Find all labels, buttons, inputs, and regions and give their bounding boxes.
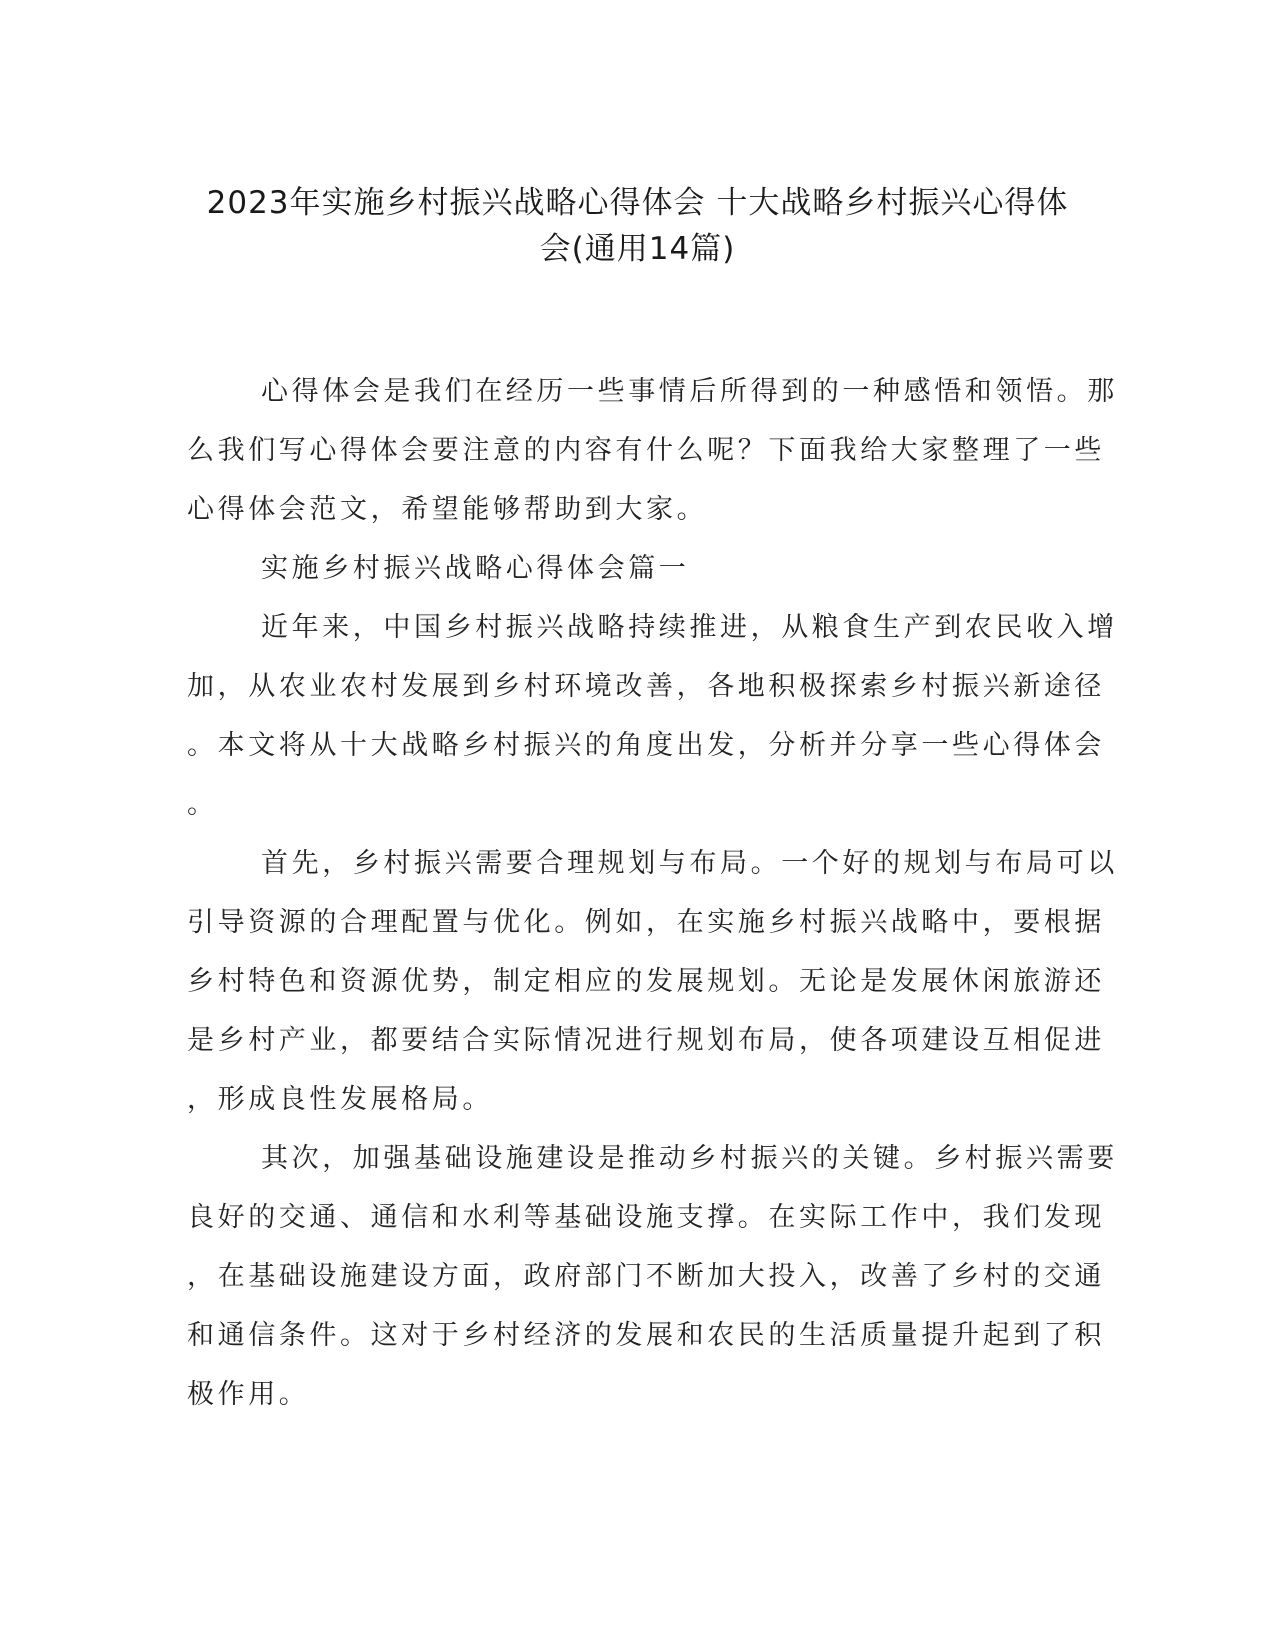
paragraph-line: 。本文将从十大战略乡村振兴的角度出发，分析并分享一些心得体会 (187, 730, 1105, 761)
paragraph-line: 和通信条件。这对于乡村经济的发展和农民的生活质量提升起到了积 (187, 1320, 1105, 1351)
title-line-1: 2023年实施乡村振兴战略心得体会 十大战略乡村振兴心得体 (206, 185, 1069, 221)
paragraph-line: 极作用。 (187, 1379, 310, 1410)
paragraph-line: 乡村特色和资源优势，制定相应的发展规划。无论是发展休闲旅游还 (187, 966, 1105, 997)
document-title (150, 180, 1125, 272)
paragraph-intro-line: 么我们写心得体会要注意的内容有什么呢？下面我给大家整理了一些 (187, 435, 1105, 466)
title-line-2: 会(通用14篇) (539, 231, 736, 267)
paragraph-line: ，形成良性发展格局。 (187, 1084, 493, 1115)
paragraph-line: 近年来，中国乡村振兴战略持续推进，从粮食生产到农民收入增 (261, 612, 1118, 643)
section-heading: 实施乡村振兴战略心得体会篇一 (261, 553, 690, 584)
paragraph-intro-line: 心得体会是我们在经历一些事情后所得到的一种感悟和领悟。那 (261, 376, 1118, 407)
paragraph-line: ，在基础设施建设方面，政府部门不断加大投入，改善了乡村的交通 (187, 1261, 1105, 1292)
paragraph-line: 引导资源的合理配置与优化。例如，在实施乡村振兴战略中，要根据 (187, 907, 1105, 938)
paragraph-line: 首先，乡村振兴需要合理规划与布局。一个好的规划与布局可以 (261, 848, 1118, 879)
paragraph-line: 良好的交通、通信和水利等基础设施支撑。在实际工作中，我们发现 (187, 1202, 1105, 1233)
document-body (187, 362, 1118, 1424)
paragraph-intro-line: 心得体会范文，希望能够帮助到大家。 (187, 494, 708, 525)
paragraph-line: 其次，加强基础设施建设是推动乡村振兴的关键。乡村振兴需要 (261, 1143, 1118, 1174)
paragraph-line: 。 (187, 789, 218, 820)
paragraph-line: 是乡村产业，都要结合实际情况进行规划布局，使各项建设互相促进 (187, 1025, 1105, 1056)
paragraph-line: 加，从农业农村发展到乡村环境改善，各地积极探索乡村振兴新途径 (187, 671, 1105, 702)
